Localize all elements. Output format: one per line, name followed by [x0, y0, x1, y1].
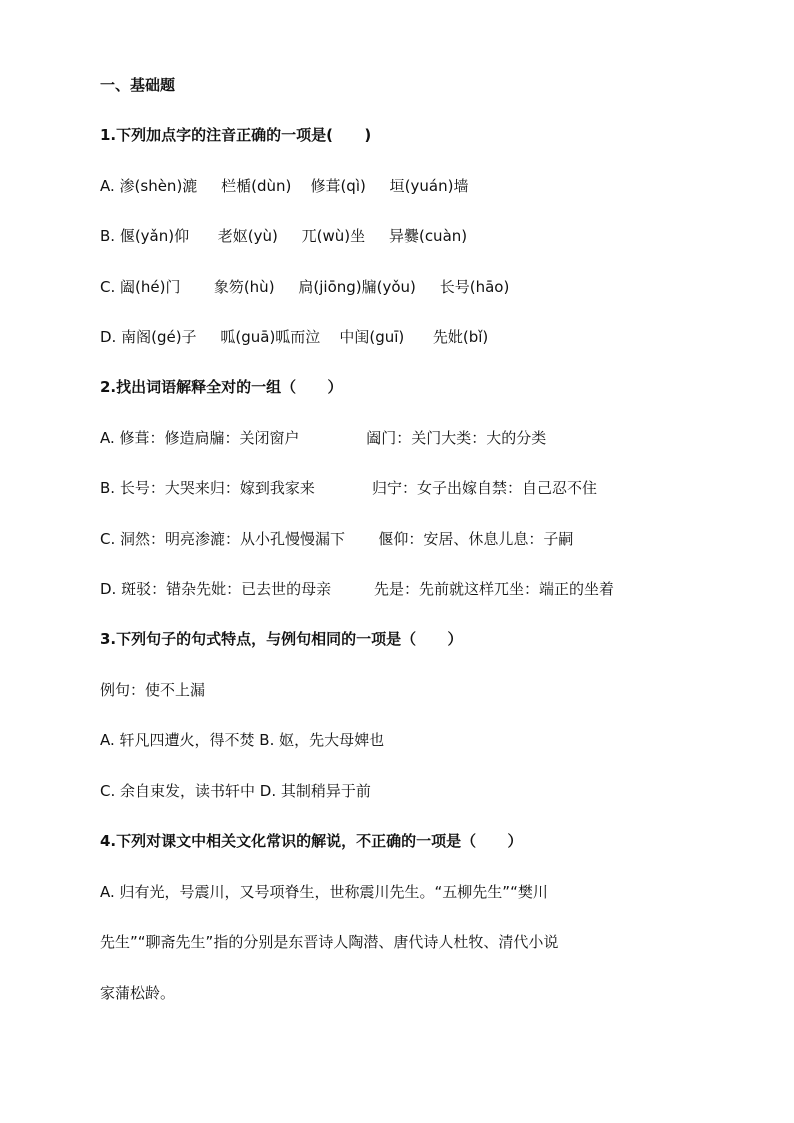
question-4-option-a-line-1: A. 归有光，号震川，又号项脊生，世称震川先生。“五柳先生”“樊川 [100, 883, 548, 901]
question-1-option-d: D. 南阁(gé)子 呱(guā)呱而泣 中闺(guī) 先妣(bǐ) [100, 328, 489, 346]
question-4-option-a-line-2: 先生”“聊斋先生”指的分别是东晋诗人陶潜、唐代诗人杜牧、清代小说 [100, 933, 559, 951]
question-2-option-b: B. 长号：大哭来归：嫁到我家来 归宁：女子出嫁自禁：自己忍不住 [100, 479, 598, 497]
section-title: 一、基础题 [100, 76, 176, 94]
question-3-stem: 3.下列句子的句式特点，与例句相同的一项是（ ） [100, 630, 463, 648]
question-3-options-ab: A. 轩凡四遭火，得不焚 B. 妪，先大母婢也 [100, 731, 385, 749]
question-2-option-d: D. 斑驳：错杂先妣：已去世的母亲 先是：先前就这样兀坐：端正的坐着 [100, 580, 615, 598]
question-4-stem: 4.下列对课文中相关文化常识的解说，不正确的一项是（ ） [100, 832, 523, 850]
question-1-option-c: C. 阖(hé)门 象笏(hù) 扃(jiōng)牖(yǒu) 长号(hāo) [100, 278, 510, 296]
question-1-stem: 1.下列加点字的注音正确的一项是( ) [100, 126, 372, 144]
question-1-option-b: B. 偃(yǎn)仰 老妪(yù) 兀(wù)坐 异爨(cuàn) [100, 227, 468, 245]
question-2-option-a: A. 修葺：修造扃牖：关闭窗户 阖门：关门大类：大的分类 [100, 429, 547, 447]
question-1-option-a: A. 渗(shèn)漉 栏楯(dùn) 修葺(qì) 垣(yuán)墙 [100, 177, 469, 195]
question-2-option-c: C. 洞然：明亮渗漉：从小孔慢慢漏下 偃仰：安居、休息儿息：子嗣 [100, 530, 574, 548]
question-4-option-a-line-3: 家蒲松龄。 [100, 984, 176, 1002]
question-3-example: 例句：使不上漏 [100, 681, 206, 699]
question-3-options-cd: C. 余自束发，读书轩中 D. 其制稍异于前 [100, 782, 371, 800]
question-2-stem: 2.找出词语解释全对的一组（ ） [100, 378, 343, 396]
